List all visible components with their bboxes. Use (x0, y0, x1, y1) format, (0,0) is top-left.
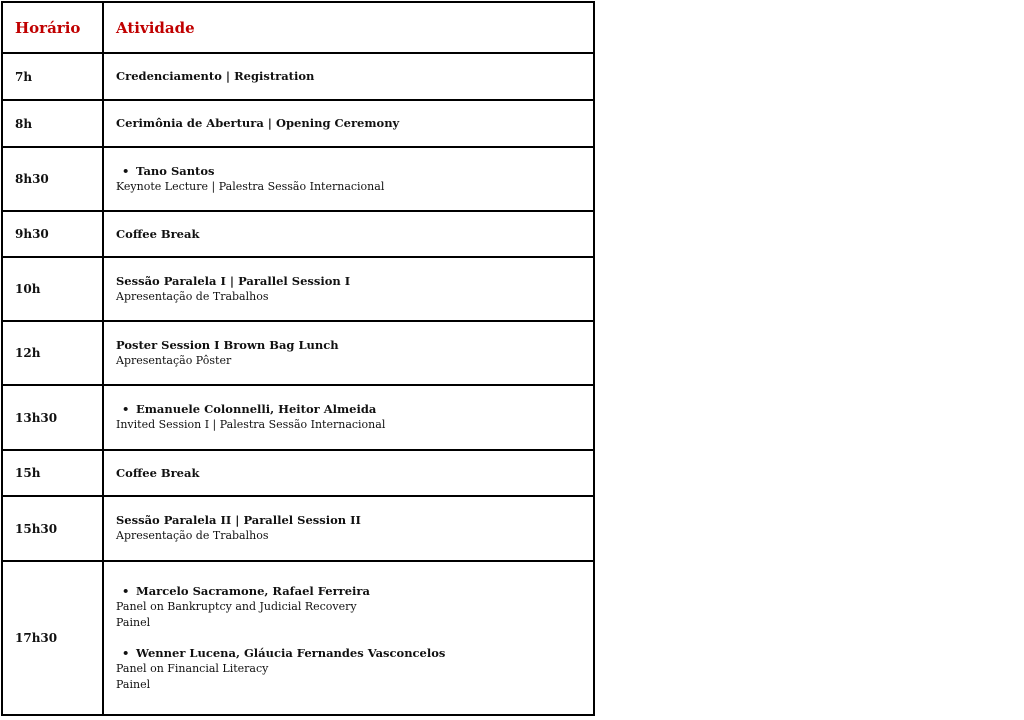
activity-title: Coffee Break (116, 465, 200, 480)
bullet-icon: • (122, 645, 130, 660)
bullet-icon: • (122, 583, 130, 598)
table-row (2, 321, 594, 385)
activity-subtitle: Painel (116, 677, 151, 691)
schedule-table (1, 1, 595, 716)
table-header-row (2, 2, 594, 53)
table-row (2, 147, 594, 211)
activity-cell (103, 450, 594, 496)
table-row (2, 257, 594, 321)
time-cell: 13h30 (2, 385, 103, 450)
header-activity: Atividade (103, 2, 594, 53)
header-time: Horário (2, 2, 103, 53)
speaker-name: Tano Santos (136, 163, 215, 178)
activity-subtitle: Keynote Lecture | Palestra Sessão Internacional (116, 179, 385, 193)
speaker-bullet (116, 164, 581, 179)
time-cell: 15h (2, 450, 103, 496)
time-cell: 15h30 (2, 496, 103, 561)
activity-cell (103, 496, 594, 561)
activity-cell (103, 100, 594, 147)
activity-subtitle: Panel on Financial Literacy (116, 661, 269, 675)
time-cell: 10h (2, 257, 103, 321)
activity-cell (103, 321, 594, 385)
activity-subtitle: Panel on Bankruptcy and Judicial Recovery (116, 599, 357, 613)
activity-title: Credenciamento | Registration (116, 69, 315, 83)
table-row (2, 53, 594, 100)
activity-subtitle: Apresentação de Trabalhos (116, 289, 269, 303)
activity-title: Sessão Paralela II | Parallel Session II (116, 513, 361, 527)
activity-cell (103, 53, 594, 100)
activity-subtitle: Invited Session I | Palestra Sessão Internacional (116, 418, 386, 431)
time-cell: 8h (2, 100, 103, 147)
activity-cell (103, 147, 594, 211)
activity-subtitle: Painel (116, 615, 151, 629)
speaker-bullet (116, 646, 581, 661)
activity-cell (103, 385, 594, 450)
table-row (2, 385, 594, 450)
speaker-name: Marcelo Sacramone, Rafael Ferreira (136, 583, 370, 598)
time-cell: 8h30 (2, 147, 103, 211)
time-cell: 12h (2, 321, 103, 385)
speaker-bullet (116, 584, 581, 599)
activity-cell (103, 211, 594, 257)
table-row (2, 211, 594, 257)
bullet-icon: • (122, 163, 130, 178)
speaker-name: Wenner Lucena, Gláucia Fernandes Vasconcelos (136, 645, 446, 660)
table-row (2, 496, 594, 561)
activity-title: Poster Session I Brown Bag Lunch (116, 337, 339, 352)
activity-cell (103, 257, 594, 321)
activity-title: Coffee Break (116, 226, 200, 241)
speaker-bullet (116, 402, 581, 417)
activity-subtitle: Apresentação Pôster (116, 353, 232, 367)
table-row (2, 100, 594, 147)
activity-cell (103, 561, 594, 715)
activity-title: Sessão Paralela I | Parallel Session I (116, 273, 351, 288)
table-row (2, 561, 594, 715)
activity-title: Cerimônia de Abertura | Opening Ceremony (116, 116, 400, 130)
time-cell: 17h30 (2, 561, 103, 715)
time-cell: 9h30 (2, 211, 103, 257)
table-row (2, 450, 594, 496)
activity-subtitle: Apresentação de Trabalhos (116, 529, 269, 542)
bullet-icon: • (122, 402, 130, 416)
time-cell: 7h (2, 53, 103, 100)
speaker-name: Emanuele Colonnelli, Heitor Almeida (136, 402, 377, 416)
